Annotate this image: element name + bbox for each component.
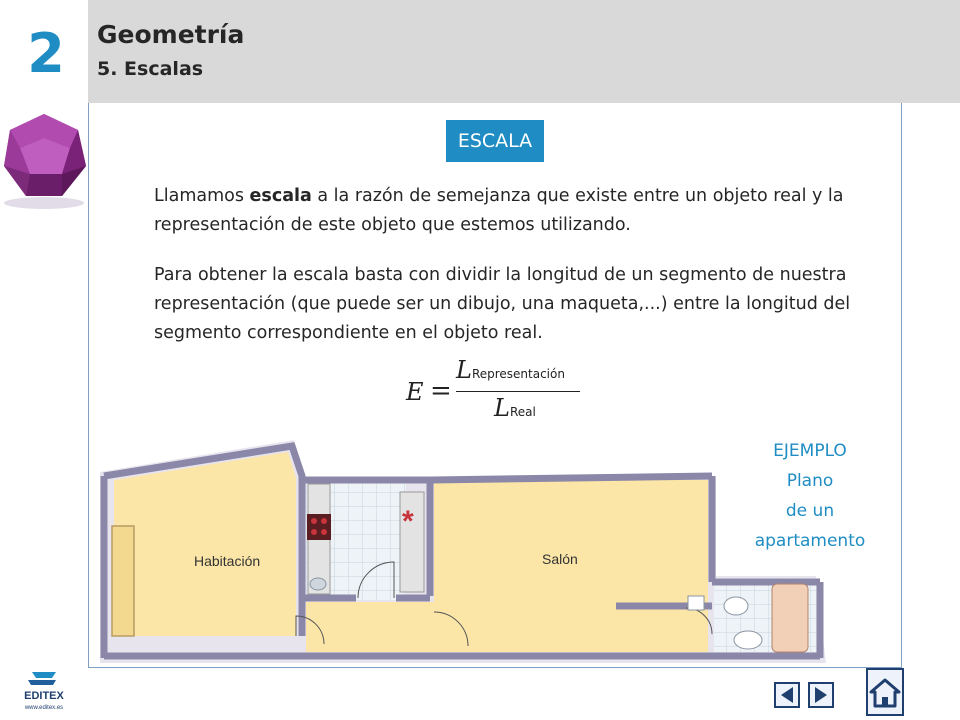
prev-arrow-icon [776,684,798,706]
numerator-variable: L [456,356,472,384]
svg-text:*: * [402,505,414,538]
next-arrow-icon [810,684,832,706]
apartment-floor-plan [96,436,826,663]
denominator-variable: L [494,394,510,422]
editex-logo-url: www.editex.es [24,705,64,711]
example-line-2: Plano [786,471,834,491]
bedroom-floor [114,452,296,636]
bathtub-icon [772,584,808,652]
room-label-living: Salón [542,551,578,567]
next-button[interactable] [808,682,834,708]
formula-lhs: E [406,378,424,406]
definition-text-before: Llamamos [154,186,250,206]
formula-numerator [456,356,565,384]
prev-button[interactable] [774,682,800,708]
page-title: Geometría [97,20,245,49]
example-line-1: EJEMPLO [773,441,847,461]
fraction-bar [456,391,580,392]
hallway-floor [306,602,436,652]
section-badge: ESCALA [446,120,544,162]
definition-text-after: a la razón de semejanza que existe entre un objeto real y la representación de este objeto que estemos utilizando. [154,186,844,235]
home-icon [868,670,902,714]
stove-icon [307,514,331,540]
definition-paragraph [154,182,844,240]
numerator-subscript: Representación [471,367,565,381]
method-paragraph: Para obtener la escala basta con dividir la longitud de un segmento de nuestra representación (que puede ser un dibujo, una maqueta,...) entre la longitud del segmento correspondiente en el objeto real. [154,265,851,343]
page-subtitle: 5. Escalas [97,58,204,80]
formula-equals: = [430,376,452,406]
chapter-number: 2 [27,22,65,85]
room-label-bedroom: Habitación [194,553,261,569]
example-line-4: apartamento [754,531,866,551]
denominator-subscript: Real [509,405,536,419]
editex-logo [14,668,74,712]
scale-formula [400,356,600,432]
definition-term: escala [249,186,312,206]
example-line-3: de un [785,501,835,521]
dodecahedron-icon [0,108,88,214]
home-button[interactable] [866,668,904,716]
formula-denominator [494,394,536,422]
header-bar [88,0,960,103]
editex-logo-text: EDITEX [24,690,64,702]
